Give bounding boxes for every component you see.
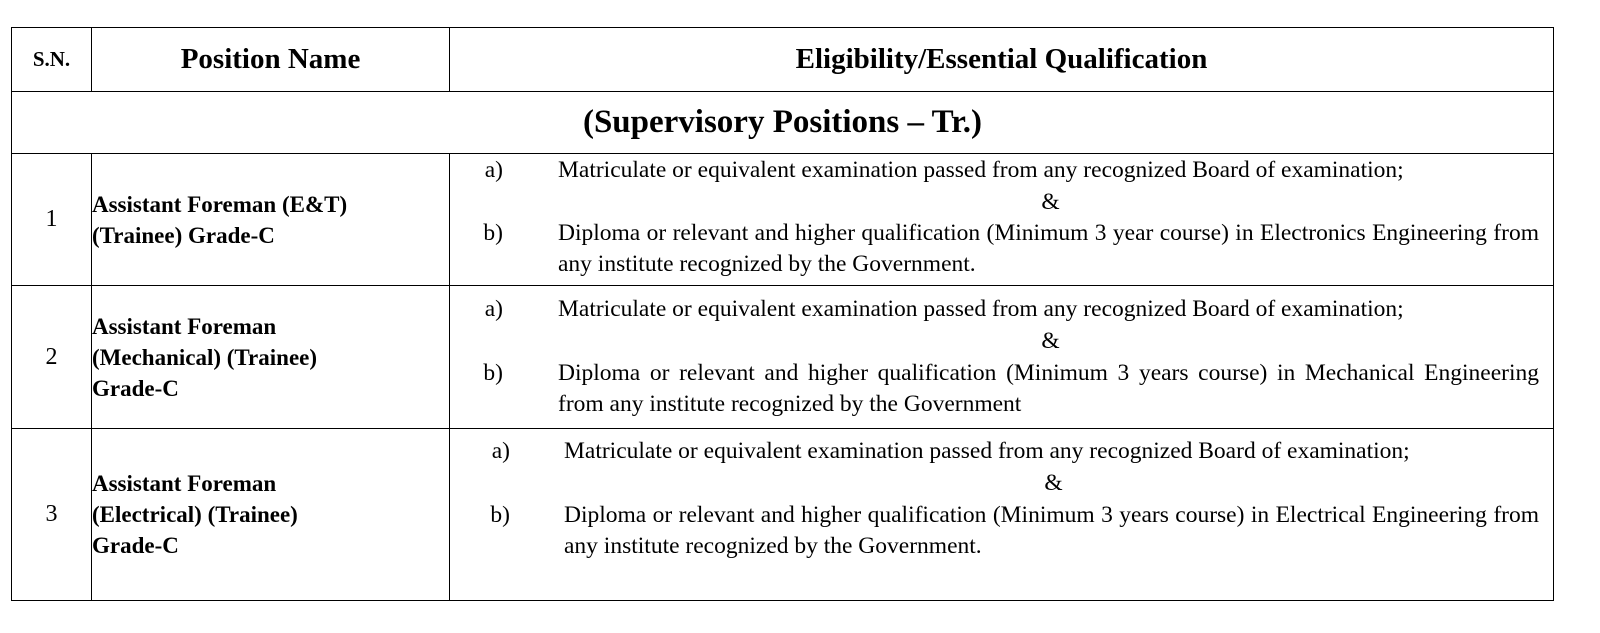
position-name: [92, 154, 450, 286]
position-line: Assistant Foreman (E&T): [92, 191, 348, 217]
section-title: (Supervisory Positions – Tr.): [12, 92, 1554, 154]
header-row: [12, 28, 1554, 92]
item-marker: b): [483, 220, 503, 246]
position-line: (Mechanical) (Trainee): [92, 344, 318, 370]
connector-ampersand: &: [1044, 470, 1063, 496]
row-sn: 1: [12, 154, 92, 286]
row-sn: 3: [12, 429, 92, 601]
qualification-item: [450, 358, 1553, 420]
header-sn: S.N.: [12, 28, 92, 92]
table-row: [12, 286, 1554, 429]
position-name: [92, 286, 450, 429]
position-line: Assistant Foreman: [92, 313, 277, 339]
qualification-cell: [450, 154, 1554, 286]
table-row: [12, 429, 1554, 601]
item-text: Diploma or relevant and higher qualification (Minimum 3 years course) in Electrical Engineering from any institute recognized by the Government.: [564, 502, 1539, 559]
item-marker: a): [491, 438, 510, 464]
header-qualification: Eligibility/Essential Qualification: [450, 28, 1554, 92]
connector-ampersand: &: [1041, 189, 1060, 215]
item-marker: a): [484, 157, 503, 183]
item-text: Matriculate or equivalent examination passed from any recognized Board of examination;: [558, 296, 1404, 322]
eligibility-table: [11, 27, 1554, 601]
row-sn: 2: [12, 286, 92, 429]
position-line: (Trainee) Grade-C: [92, 222, 275, 248]
item-text: Diploma or relevant and higher qualification (Minimum 3 years course) in Mechanical Engineering from any institute recognized by the Government: [558, 360, 1539, 417]
item-marker: b): [490, 502, 510, 528]
position-line: Grade-C: [92, 533, 179, 558]
position-line: (Electrical) (Trainee): [92, 502, 298, 527]
qualification-item: [450, 218, 1553, 280]
position-line: Assistant Foreman: [92, 471, 277, 496]
connector-ampersand: &: [1041, 328, 1060, 354]
item-marker: b): [483, 360, 503, 386]
qualification-cell: [450, 286, 1554, 429]
qualification-item: [450, 294, 1553, 325]
item-text: Matriculate or equivalent examination passed from any recognized Board of examination;: [558, 157, 1404, 183]
table-row: [12, 154, 1554, 286]
header-position-name: Position Name: [92, 28, 450, 92]
position-name: [92, 429, 450, 601]
qualification-cell: [450, 429, 1554, 601]
item-text: Diploma or relevant and higher qualification (Minimum 3 year course) in Electronics Engineering from any institute recognized by the Government.: [558, 220, 1539, 277]
qualification-item: [450, 155, 1553, 186]
item-text: Matriculate or equivalent examination passed from any recognized Board of examination;: [564, 438, 1410, 464]
qualification-item: [450, 500, 1553, 562]
section-row: [12, 92, 1554, 154]
qualification-item: [450, 436, 1553, 467]
position-line: Grade-C: [92, 375, 179, 401]
item-marker: a): [484, 296, 503, 322]
